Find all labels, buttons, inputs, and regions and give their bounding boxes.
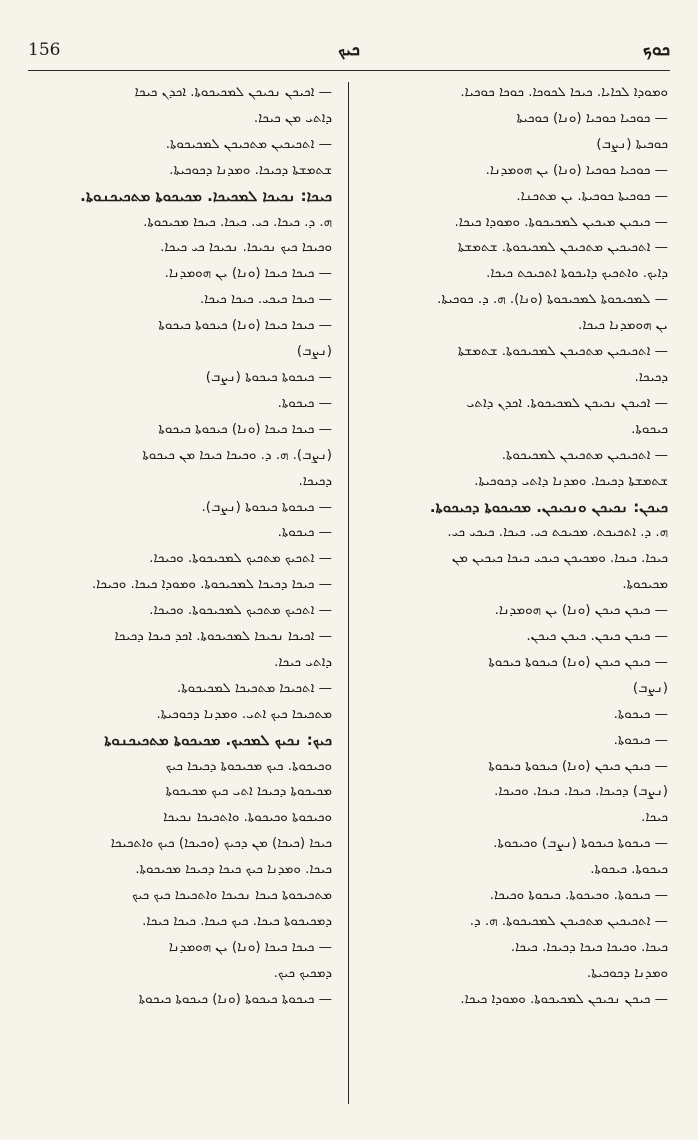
entry-line: — ܐܬܟܝܟܝܢ ܡܬܟܝܟܢ ܠܡܟܝܟܘܬܐ. ܗ. ܕ.: [469, 914, 668, 929]
entry-line: ܡܟܝܟܘܬܐ ܕܟܝܟܐ ܐܬܝ ܟܝܟ ܡܟܝܟܘܬܐ: [165, 784, 332, 800]
entry-line: ܫܬܡܫܬܐ ܕܟܝܟܐ. ܘܡܕܢܐ ܕܟܘܟܝܬܐ.: [169, 162, 332, 178]
entry-line: — ܐܟܝܟܐ ܢܟܝܟܐ ܠܡܟܝܟܘܬܐ. ܐܟܕ ܟܝܟܐ ܕܟܝܟܐ: [114, 629, 332, 645]
entry-line: ܫܬܡܫܬܐ ܕܟܝܟܐ. ܘܡܕܢܐ ܕܐܬܝ ܕܟܘܟܝܬܐ.: [474, 473, 668, 489]
entry-line: ܘܟܝܟܘܬܐ ܘܟܝܟܘܬܐ. ܘܐܬܟܝܟܐ ܢܟܝܟܐ: [163, 810, 332, 826]
entry-line: — ܐܬܟܝܟܐ ܡܬܟܝܟܐ ܠܡܟܝܟܘܬܐ.: [176, 680, 332, 696]
running-headword: ܟܘܟ: [642, 40, 670, 60]
entry-line: — ܟܝܟܝܢ ܡܝܟܝܢ ܠܡܟܝܟܘܬܐ. ܘܡܘܕܐ ܟܝܟܐ.: [454, 214, 668, 230]
entry-line: ܟܘܟܝܬܐ (ܢܨܒ): [596, 136, 668, 152]
left-column: [30, 80, 332, 1120]
page-header: [28, 40, 670, 66]
entry-line: ܟܝܟܐ. ܟܝܟܐ. ܘܡܟܝܟܢ ܟܝܟܝ ܟܝܟܐ ܟܝܟܝܢ ܡܢ: [451, 551, 668, 567]
right-column: [366, 80, 668, 1120]
entry-line: ܡܬܟܝܟܐ ܟܝܟ ܐܬܝ. ܘܡܕܢܐ ܕܟܘܟܝܬܐ.: [156, 706, 332, 722]
entry-line: — ܟܝܟܐ ܟܝܟܐ (ܘܢܐ) ܟܝܟܘܬܐ ܟܝܟܘܬܐ: [158, 318, 332, 334]
entry-line: — ܐܬܟܝܟܝܢ ܡܬܟܝܟܢ ܠܡܟܝܟܘܬܐ. ܫܬܡܫܬܐ: [457, 344, 668, 360]
entry-line: ܟܝܟܐ. ܘܡܕܢܐ ܟܝܟ ܟܝܟܐ ܕܟܝܟܐ ܡܟܝܟܘܬܐ.: [135, 862, 332, 878]
entry-line: ܕܡܟܝܟܘܬܐ ܟܝܟܐ. ܟܝܟ ܟܝܟܐ. ܟܝܟܐ ܟܝܟܐ.: [142, 914, 332, 929]
entry-line: — ܟܝܟܘܬܐ.: [613, 732, 668, 748]
entry-line: ܕܐܝܟ. ܘܐܬܟܝܟ ܕܐܝܟܘܬܐ ܐܬܟܝܟܬ ܟܝܟܐ.: [486, 266, 668, 282]
entry-line: ܘܡܘܕܐ ܠܟܐܝܐ. ܟܝܟܐ ܠܟܘܟܐ. ܟܘܟܐ ܟܘܟܝܐ.: [460, 85, 668, 100]
entry-line: — ܐܬܟܝܟܝܢ ܡܬܟܝܟܢ ܠܡܟܝܟܘܬܐ. ܫܬܡܫܬܐ: [457, 240, 668, 256]
entry-line: — ܟܝܟܘܬܐ. ܘܟܝܟܘܬܐ. ܟܝܟܘܬܐ ܘܟܝܟܐ.: [489, 888, 668, 904]
entry-line: — ܟܝܟܐ ܕܟܝܟܐ ܠܡܟܝܟܘܬܐ. ܘܡܘܕܐ ܟܝܟܐ. ܘܟܝܟܐ.: [91, 577, 332, 593]
entry-line: — ܟܝܟܐ ܟܝܟܝ. ܟܝܟܐ ܟܝܟܐ.: [199, 292, 332, 308]
page-number: 156: [28, 40, 61, 60]
entry-line: ܟܝܟܢ: ܢܟܝܟܢ ܘܢܟܝܟܢ. ܡܟܝܟܘܬܐ ܕܟܝܟܘܬܐ.: [429, 497, 668, 516]
entry-line: — ܐܟܝܟܢ ܢܟܝܟܢ ܠܡܟܝܟܘܬܐ. ܐܟܕܢ ܕܐܬܝ: [466, 395, 668, 411]
entry-line: — ܠܡܟܝܟܘܬܐ ܠܡܟܝܟܘܬܐ (ܘܢܐ). ܗ. ܕ. ܟܘܟܝܬܐ.: [437, 292, 668, 308]
entry-line: — ܟܝܟܢ ܟܝܟܢ. ܟܝܟܢ ܟܝܟܢ.: [526, 629, 668, 645]
entry-line: — ܟܝܟܘܬܐ.: [277, 525, 332, 541]
entry-line: — ܟܝܟܐ ܟܝܟܐ (ܘܢܐ) ܟܝܟܘܬܐ ܟܝܟܘܬܐ: [158, 421, 332, 437]
entry-line: (ܢܨܒ): [296, 344, 332, 360]
entry-line: (ܢܨܒ) ܕܟܝܟܐ. ܟܝܟܐ. ܟܝܟܐ. ܘܟܝܟܐ.: [494, 784, 668, 800]
entry-line: — ܐܬܟܝܟ ܡܬܟܝܟ ܠܡܟܝܟܘܬܐ. ܘܟܝܟܐ.: [149, 603, 332, 619]
entry-line: ܕܟܝܟܐ.: [634, 369, 668, 385]
entry-line: — ܟܝܟܐ ܟܝܟܐ (ܘܢܐ) ܝܢ ܗܘܡܕܢܐ: [168, 939, 332, 955]
entry-line: ܝܢ ܗܘܡܕܢܐ ܟܝܟܐ.: [578, 318, 668, 334]
entry-line: ܟܝܟܐ.: [641, 810, 668, 826]
entry-line: ܘܡܕܢܐ ܕܟܘܟܝܬܐ.: [586, 965, 668, 981]
entry-line: — ܟܝܟܢ ܟܝܟܢ (ܘܢܐ) ܝܢ ܗܘܡܕܢܐ.: [494, 603, 668, 619]
entry-line: (ܢܨܒ). ܗ. ܕ. ܘܟܝܟܐ ܟܝܟܐ ܡܢ ܟܝܟܘܬܐ: [142, 447, 332, 463]
entry-line: — ܟܝܟܐ ܟܝܟܐ (ܘܢܐ) ܝܢ ܗܘܡܕܢܐ.: [164, 266, 332, 282]
entry-line: — ܟܘܟܝܐ ܟܘܟܝܐ (ܘܢܐ) ܟܘܟܝܬܐ: [516, 110, 668, 126]
running-title: ܟܝܟ: [338, 40, 360, 60]
entry-line: ܘܟܝܟܘܬܐ. ܟܝܟ ܡܟܝܟܘܬܐ ܕܟܝܟܐ ܟܝܟ: [165, 758, 332, 774]
entry-line: ܕܟܝܟܐ.: [298, 473, 332, 489]
entry-line: — ܟܝܟܘܬܐ.: [613, 706, 668, 722]
entry-line: ܟܝܟܐ. ܘܟܝܟܐ ܟܝܟܐ ܕܟܝܟܐ. ܟܝܟܐ.: [510, 939, 668, 955]
entry-line: ܟܝܟ: ܢܟܝܟ ܠܡܟܝܟ. ܡܟܝܟܘܬܐ ܡܬܟܝܟܢܘܬܐ: [104, 730, 332, 749]
entry-line: — ܐܬܟܝܟ ܡܬܟܝܟ ܠܡܟܝܟܘܬܐ. ܘܟܝܟܐ.: [149, 551, 332, 567]
entry-line: ܕܡܟܝܟ ܟܝܟ.: [273, 965, 332, 981]
entry-line: — ܟܝܟܢ ܢܟܝܟܢ ܠܡܟܝܟܘܬܐ. ܘܡܘܕܐ ܟܝܟܐ.: [460, 991, 668, 1007]
entry-line: ܘܟܝܟܐ ܟܝܟ ܢܟܝܟܐ. ܢܟܝܟܐ ܟܝ ܟܝܟܐ.: [160, 240, 332, 256]
entry-line: ܕܐܬܝ ܡܢ ܟܝܟܐ.: [253, 110, 332, 126]
entry-line: (ܢܨܒ): [632, 680, 668, 696]
entry-line: ܡܬܟܝܟܘܬܐ ܟܝܟܐ ܢܟܝܟܐ ܘܐܬܟܝܟܐ ܟܝܟ ܟܝܟ: [132, 888, 332, 904]
entry-line: — ܟܝܟܘܬܐ ܟܝܟܘܬܐ (ܢܨܒ).: [201, 499, 332, 515]
entry-line: — ܟܝܟܘܬܐ ܟܝܟܘܬܐ (ܘܢܐ) ܟܝܟܘܬܐ ܟܝܟܘܬܐ: [138, 991, 332, 1007]
entry-line: ܗ. ܕ. ܟܝܟܐ. ܟܝ. ܟܝܟܐ. ܟܝܟܐ ܡܟܝܟܘܬܐ.: [143, 214, 332, 230]
entry-line: ܡܟܝܟܘܬܐ.: [622, 577, 668, 593]
header-rule: [28, 70, 670, 71]
entry-line: ܗ. ܕ. ܐܬܟܝܟܬ. ܡܟܝܟܬ ܟܝ. ܟܝܟܐ. ܟܝܟܝ ܟܝ.: [447, 525, 668, 541]
entry-line: ܟܝܟܐ: ܢܟܝܟܐ ܠܡܟܝܟܐ. ܡܟܝܟܘܬܐ ܡܬܟܝܟܢܘܬܐ.: [80, 186, 332, 205]
entry-line: — ܐܟܝܟܢ ܢܟܝܟܢ ܠܡܟܝܟܘܬܐ. ܐܟܕܢ ܟܝܟܐ: [134, 85, 332, 100]
entry-line: — ܟܝܟܘܬܐ.: [277, 395, 332, 411]
entry-line: — ܟܝܟܢ ܟܝܟܢ (ܘܢܐ) ܟܝܟܘܬܐ ܟܝܟܘܬܐ: [488, 758, 668, 774]
entry-line: ܟܝܟܐ (ܟܝܟܐ) ܡܢ ܕܟܝܟ (ܘܟܝܟܐ) ܟܝܟ ܘܐܬܟܝܟܐ: [110, 836, 332, 852]
entry-line: — ܟܝܟܘܬܐ ܟܝܟܘܬܐ (ܢܨܒ) ܘܟܝܟܘܬܐ.: [493, 836, 668, 852]
entry-line: ܟܝܟܘܬܐ.: [631, 421, 668, 437]
entry-line: ܟܝܟܘܬܐ. ܟܝܟܘܬܐ.: [590, 862, 668, 878]
column-divider: [348, 82, 349, 1104]
entry-line: — ܐܬܟܝܟܝܢ ܡܬܟܝܟܢ ܠܡܟܝܟܘܬܐ.: [501, 447, 668, 463]
entry-line: — ܟܘܟܝܐ ܟܘܟܝܐ (ܘܢܐ) ܝܢ ܗܘܡܕܢܐ.: [485, 162, 668, 178]
entry-line: — ܟܘܟܝܬܐ ܟܘܟܝܬܐ. ܝܢ ܡܬܟܢܐ.: [516, 188, 668, 204]
entry-line: — ܟܝܟܢ ܟܝܟܢ (ܘܢܐ) ܟܝܟܘܬܐ ܟܝܟܘܬܐ: [488, 654, 668, 670]
entry-line: — ܟܝܟܘܬܐ ܟܝܟܘܬܐ (ܢܨܒ): [205, 369, 332, 385]
entry-line: ܕܐܬܝ ܟܝܟܐ.: [274, 654, 332, 670]
entry-line: — ܐܬܟܝܟܝܢ ܡܬܟܝܟܢ ܠܡܟܝܟܘܬܐ.: [165, 136, 332, 152]
